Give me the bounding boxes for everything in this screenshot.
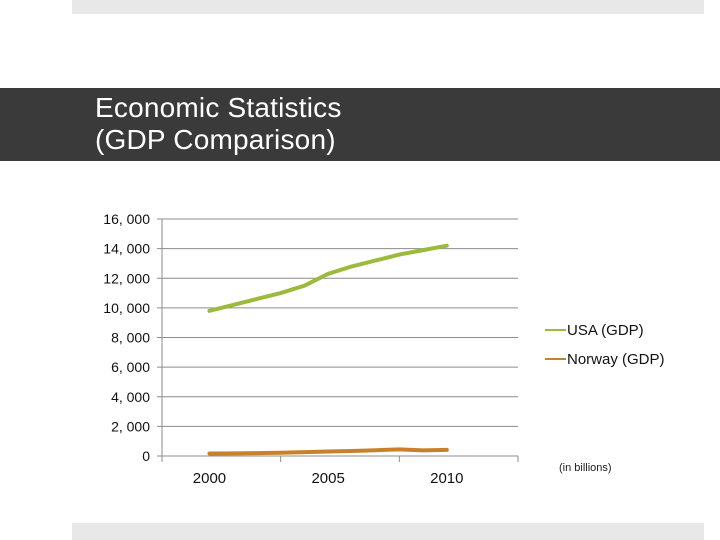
y-tick-label: 14, 000: [103, 240, 150, 257]
series-line-1: [209, 449, 446, 453]
legend-label: Norway (GDP): [567, 351, 665, 368]
y-tick-label: 2, 000: [111, 418, 150, 435]
y-tick-label: 16, 000: [103, 211, 150, 227]
slide-title-line-1: Economic Statistics: [95, 92, 342, 123]
slide-title-line-2: (GDP Comparison): [95, 124, 336, 155]
y-tick-label: 0: [142, 448, 150, 464]
units-note: (in billions): [559, 462, 612, 474]
bottom-decor-strip: [72, 523, 704, 540]
y-tick-label: 12, 000: [103, 270, 150, 287]
legend-label: USA (GDP): [567, 322, 644, 339]
y-tick-label: 4, 000: [111, 388, 150, 405]
x-tick-label: 2000: [192, 470, 227, 487]
y-tick-label: 10, 000: [103, 299, 150, 316]
x-tick-label: 2005: [311, 470, 345, 487]
y-tick-label: 8, 000: [111, 329, 150, 346]
y-tick-label: 6, 000: [111, 359, 150, 376]
x-tick-label: 2010: [430, 470, 464, 487]
